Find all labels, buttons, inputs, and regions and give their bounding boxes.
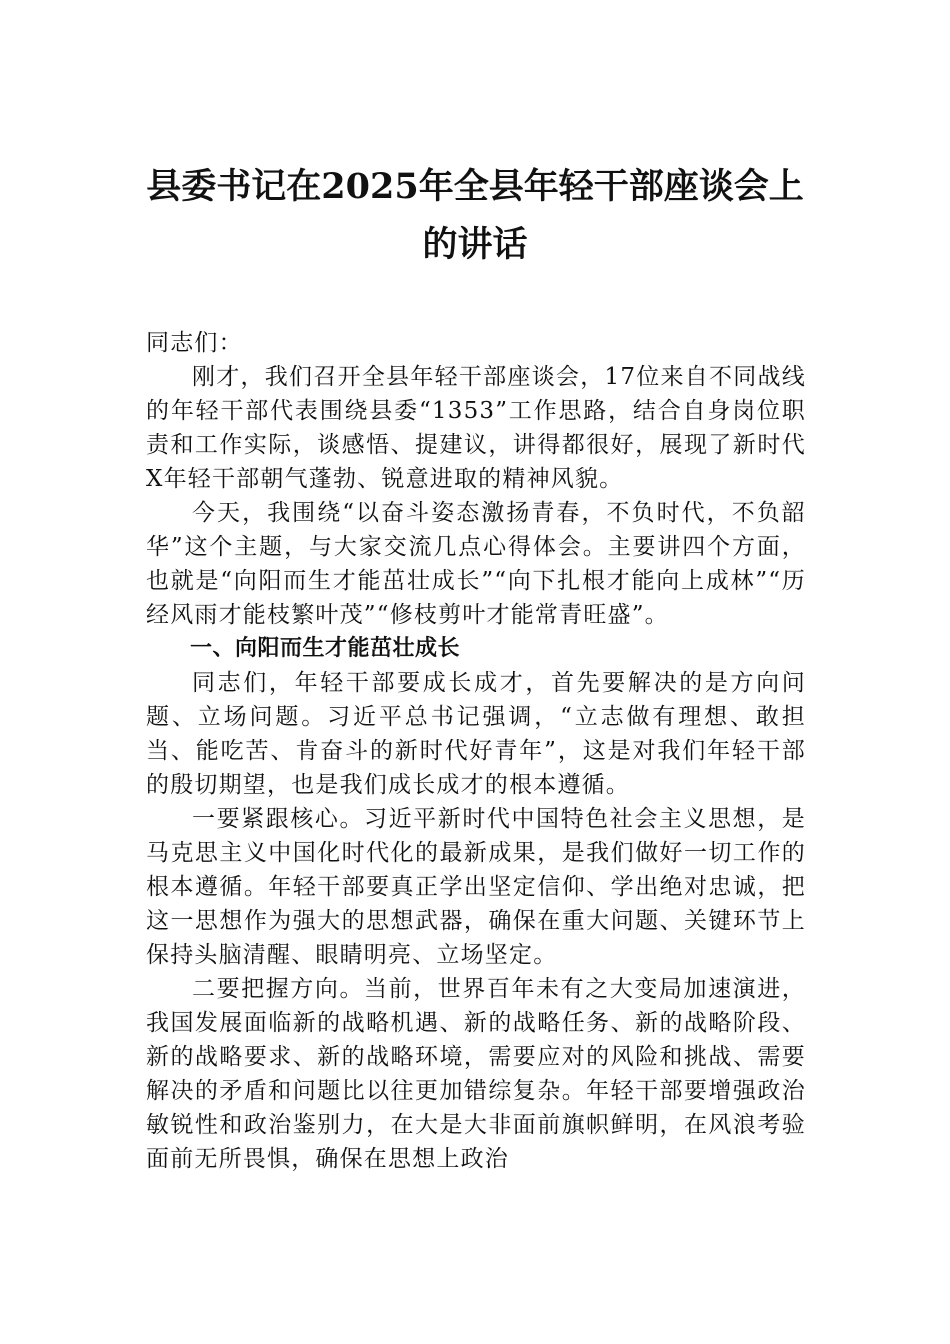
title-line-2: 的讲话 xyxy=(422,224,528,265)
salutation: 同志们： xyxy=(146,330,243,356)
paragraph-follow-core: 一要紧跟核心。习近平新时代中国特色社会主义思想，是马克思主义中国化时代化的最新成果，是我们做好一切工作的根本遵循。年轻干部要真正学出坚定信仰、学出绝对忠诚，把这一思想作为强大的思想武器，确保在重大问题、关键环节上保持头脑清醒、眼睛明亮、立场坚定。 xyxy=(146,806,806,968)
paragraph-section1-intro: 同志们，年轻干部要成长成才，首先要解决的是方向问题、立场问题。习近平总书记强调，“立志做有理想、敢担当、能吃苦、肯奋斗的新时代好青年”，这是对我们年轻干部的殷切期望，也是我们成长成才的根本遵循。 xyxy=(146,670,806,798)
document-title xyxy=(120,158,830,274)
document-body xyxy=(146,326,806,1176)
title-line-1: 县委书记在2025年全县年轻干部座谈会上 xyxy=(146,166,804,207)
section-heading-1: 一、向阳而生才能茁壮成长 xyxy=(190,636,461,661)
paragraph-opening: 刚才，我们召开全县年轻干部座谈会，17位来自不同战线的年轻干部代表围绕县委“1353”工作思路，结合自身岗位职责和工作实际，谈感悟、提建议，讲得都很好，展现了新时代X年轻干部朝气蓬勃、锐意进取的精神风貌。 xyxy=(146,364,806,492)
paragraph-theme: 今天，我围绕“以奋斗姿态激扬青春，不负时代，不负韶华”这个主题，与大家交流几点心得体会。主要讲四个方面，也就是“向阳而生才能茁壮成长”“向下扎根才能向上成林”“历经风雨才能枝繁叶茂”“修枝剪叶才能常青旺盛”。 xyxy=(146,500,806,628)
paragraph-grasp-direction: 二要把握方向。当前，世界百年未有之大变局加速演进，我国发展面临新的战略机遇、新的战略任务、新的战略阶段、新的战略要求、新的战略环境，需要应对的风险和挑战、需要解决的矛盾和问题比以往更加错综复杂。年轻干部要增强政治敏锐性和政治鉴别力，在大是大非面前旗帜鲜明，在风浪考验面前无所畏惧，确保在思想上政治 xyxy=(146,976,806,1172)
